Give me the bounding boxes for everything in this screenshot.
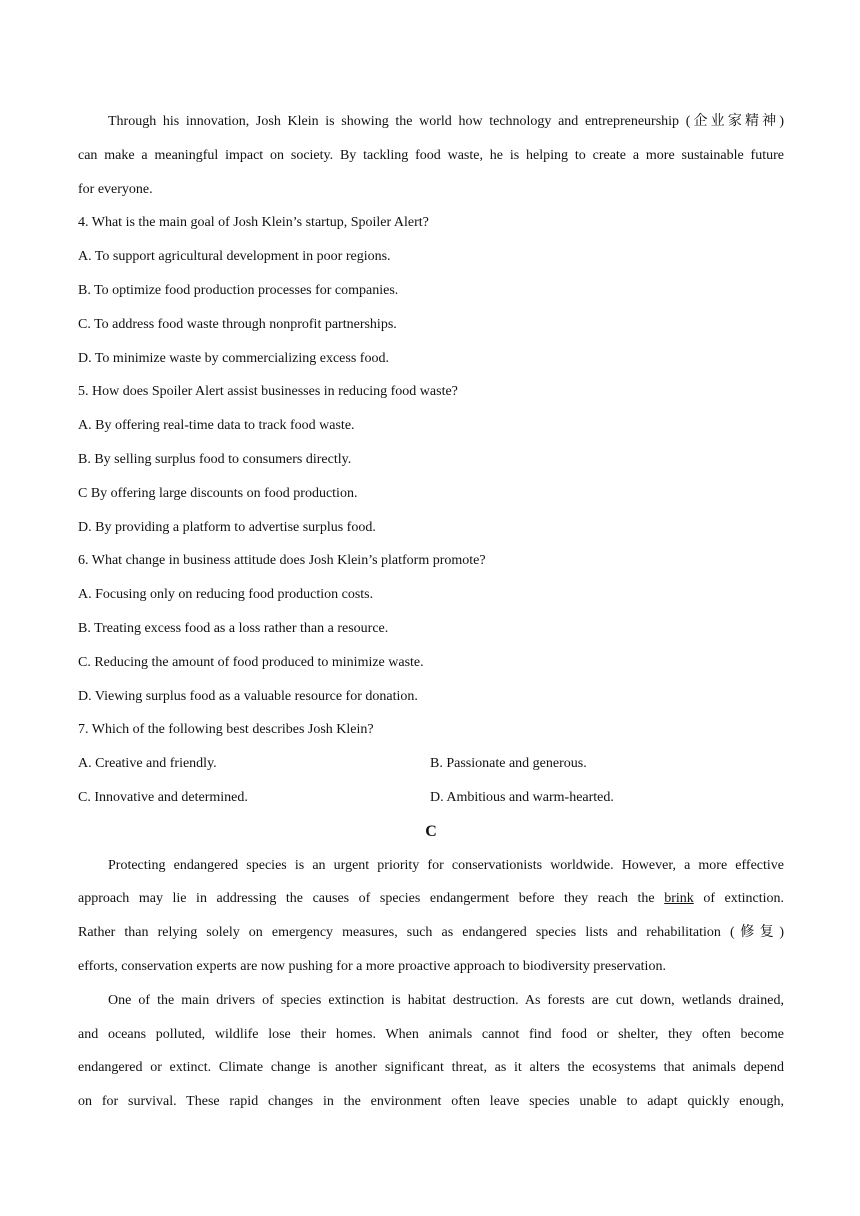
question-7-option-b: B. Passionate and generous.: [430, 756, 587, 772]
question-5-stem: 5. How does Spoiler Alert assist businesses in reducing food waste?: [78, 384, 458, 400]
question-6-option-b: B. Treating excess food as a loss rather than a resource.: [78, 620, 389, 636]
question-7-stem: 7. Which of the following best describes Josh Klein?: [78, 722, 374, 738]
text-fragment: approach may lie in addressing the causes of species endangerment before they reach the: [78, 891, 655, 907]
question-7-option-a: A. Creative and friendly.: [78, 756, 217, 772]
question-6-option-c: C. Reducing the amount of food produced to minimize waste.: [78, 654, 424, 670]
question-7-options-row: [78, 747, 784, 781]
question-6-option-a: A. Focusing only on reducing food production costs.: [78, 587, 374, 603]
passage-line: Protecting endangered species is an urgent priority for conservationists worldwide. However, a more effective: [108, 857, 784, 873]
passage-line: One of the main drivers of species extinction is habitat destruction. As forests are cut down, wetlands drained,: [108, 992, 784, 1008]
question-5-option-c: C By offering large discounts on food production.: [78, 485, 358, 501]
question-6-stem: 6. What change in business attitude does Josh Klein’s platform promote?: [78, 553, 486, 569]
passage-line: on for survival. These rapid changes in the environment often leave species unable to adapt quickly enough,: [78, 1094, 784, 1110]
section-heading: C: [425, 822, 437, 840]
question-5-option-d: D. By providing a platform to advertise surplus food.: [78, 519, 376, 535]
passage-line: Through his innovation, Josh Klein is showing the world how technology and entrepreneurship (企业家精神): [108, 114, 784, 129]
passage-line: [78, 882, 784, 916]
passage-line: can make a meaningful impact on society. By tackling food waste, he is helping to create a more sustainable future: [78, 147, 784, 163]
text-fragment: of extinction.: [703, 891, 784, 907]
question-7-options-row: [78, 781, 784, 815]
question-4-option-c: C. To address food waste through nonprofit partnerships.: [78, 316, 397, 332]
question-4-option-b: B. To optimize food production processes for companies.: [78, 282, 399, 298]
passage-line: for everyone.: [78, 181, 153, 197]
question-5-option-a: A. By offering real-time data to track food waste.: [78, 418, 355, 434]
passage-line: efforts, conservation experts are now pushing for a more proactive approach to biodiversity preservation.: [78, 958, 666, 974]
question-5-option-b: B. By selling surplus food to consumers directly.: [78, 451, 352, 467]
passage-line: endangered or extinct. Climate change is another significant threat, as it alters the ecosystems that animals depend: [78, 1060, 784, 1076]
question-4-stem: 4. What is the main goal of Josh Klein’s startup, Spoiler Alert?: [78, 215, 429, 231]
question-7-option-d: D. Ambitious and warm-hearted.: [430, 789, 614, 805]
passage-line: Rather than relying solely on emergency measures, such as endangered species lists and rehabilitation (修复): [78, 925, 784, 941]
question-6-option-d: D. Viewing surplus food as a valuable resource for donation.: [78, 688, 418, 704]
question-7-option-c: C. Innovative and determined.: [78, 789, 248, 805]
question-4-option-d: D. To minimize waste by commercializing excess food.: [78, 350, 389, 366]
passage-line: and oceans polluted, wildlife lose their homes. When animals cannot find food or shelter, they often become: [78, 1026, 784, 1042]
page-content: [78, 105, 784, 1119]
underlined-word: brink: [664, 891, 694, 907]
question-4-option-a: A. To support agricultural development in poor regions.: [78, 249, 391, 265]
